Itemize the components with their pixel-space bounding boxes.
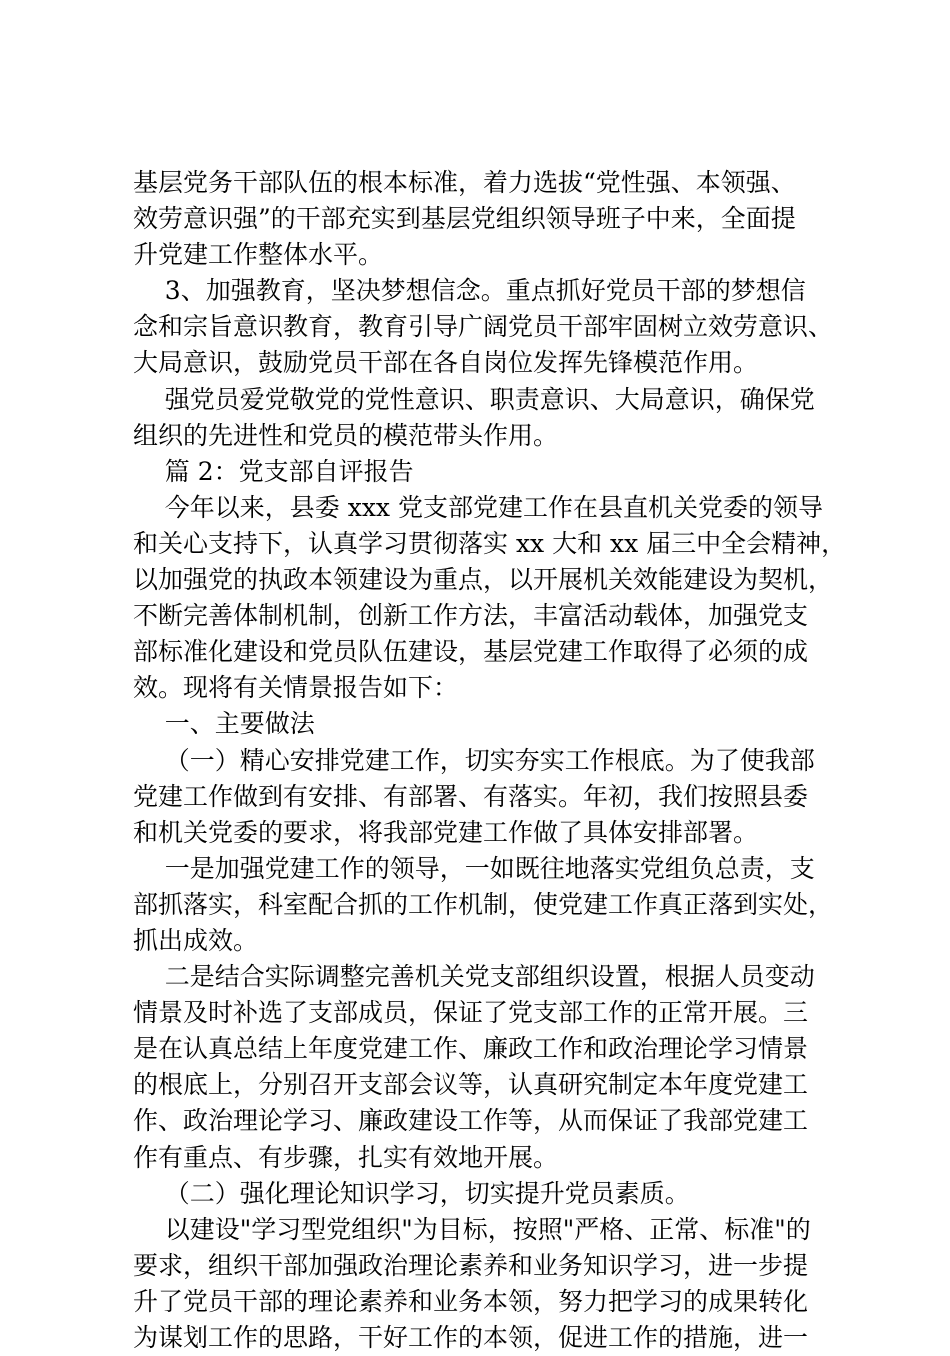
text-line: 一是加强党建工作的领导，一如既往地落实党组负总责，支 xyxy=(133,853,815,883)
text-line: 二是结合实际调整完善机关党支部组织设置，根据人员变动 xyxy=(133,962,815,992)
text-line: 大局意识，鼓励党员干部在各自岗位发挥先锋模范作用。 xyxy=(133,348,759,378)
text-line: 不断完善体制机制，创新工作方法，丰富活动载体，加强党支 xyxy=(133,601,809,631)
text-line: 的根底上，分别召开支部会议等，认真研究制定本年度党建工 xyxy=(133,1070,809,1100)
text-line: 以加强党的执政本领建设为重点，以开展机关效能建设为契机， xyxy=(133,565,834,595)
text-line: 是在认真总结上年度党建工作、廉政工作和政治理论学习情景 xyxy=(133,1034,809,1064)
text-line: 为谋划工作的思路，干好工作的本领，促进工作的措施，进一 xyxy=(133,1323,809,1352)
subsection-heading: 一、主要做法 xyxy=(133,709,315,739)
text-line: 以建设"学习型党组织"为目标，按照"严格、正常、标准"的 xyxy=(133,1214,811,1244)
text-line: 和机关党委的要求，将我部党建工作做了具体安排部署。 xyxy=(133,817,759,847)
text-line: 作、政治理论学习、廉政建设工作等，从而保证了我部党建工 xyxy=(133,1106,809,1136)
text-line: 党建工作做到有安排、有部署、有落实。年初，我们按照县委 xyxy=(133,781,809,811)
text-line: 和关心支持下，认真学习贯彻落实 xx 大和 xx 届三中全会精神， xyxy=(133,528,847,558)
text-line: 今年以来，县委 xxx 党支部党建工作在县直机关党委的领导 xyxy=(133,492,823,522)
text-line: 念和宗旨意识教育，教育引导广阔党员干部牢固树立效劳意识、 xyxy=(133,312,834,342)
subsection-heading: （二）强化理论知识学习，切实提升党员素质。 xyxy=(133,1178,690,1208)
text-line: 效劳意识强”的干部充实到基层党组织领导班子中来，全面提 xyxy=(133,204,796,234)
text-line: 要求，组织干部加强政治理论素养和业务知识学习，进一步提 xyxy=(133,1250,809,1280)
text-line: 基层党务干部队伍的根本标准，着力选拔“党性强、本领强、 xyxy=(133,168,796,197)
text-line: 情景及时补选了支部成员，保证了党支部工作的正常开展。三 xyxy=(133,998,809,1028)
section-heading: 篇 2：党支部自评报告 xyxy=(133,456,414,486)
text-line: 3、加强教育，坚决梦想信念。重点抓好党员干部的梦想信 xyxy=(133,276,806,306)
text-line: 组织的先进性和党员的模范带头作用。 xyxy=(133,420,559,450)
text-line: 作有重点、有步骤，扎实有效地开展。 xyxy=(133,1142,559,1172)
text-line: （一）精心安排党建工作，切实夯实工作根底。为了使我部 xyxy=(133,745,815,775)
text-line: 部抓落实，科室配合抓的工作机制，使党建工作真正落到实处， xyxy=(133,889,834,919)
text-line: 部标准化建设和党员队伍建设，基层党建工作取得了必须的成 xyxy=(133,637,809,667)
text-line: 抓出成效。 xyxy=(133,925,259,955)
document-body xyxy=(133,165,847,1356)
text-line: 升了党员干部的理论素养和业务本领，努力把学习的成果转化 xyxy=(133,1286,809,1316)
text-line: 强党员爱党敬党的党性意识、职责意识、大局意识，确保党 xyxy=(133,384,815,414)
text-line: 效。现将有关情景报告如下： xyxy=(133,673,459,703)
text-line: 升党建工作整体水平。 xyxy=(133,240,384,270)
